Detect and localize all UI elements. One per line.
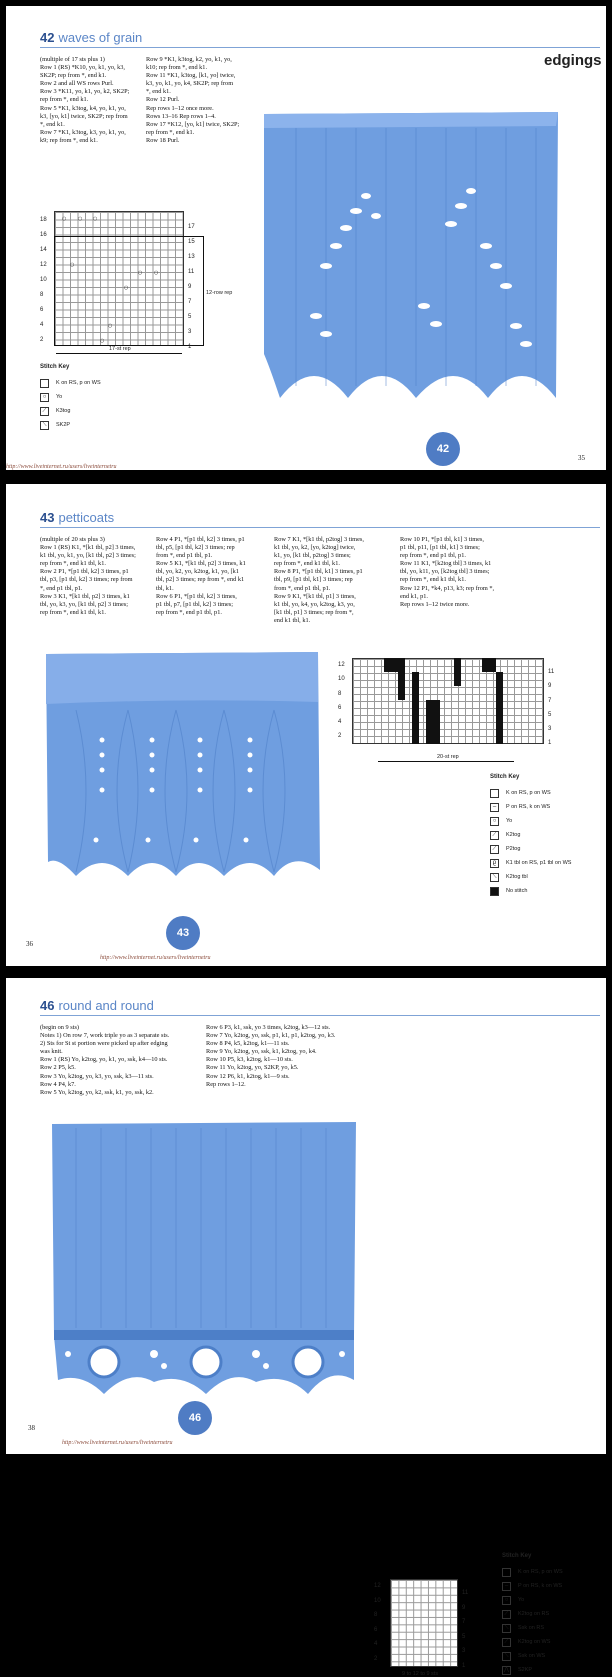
knitted-swatch-image bbox=[36, 650, 326, 940]
p2tog-symbol: ⟋ bbox=[490, 845, 499, 854]
yo-mark: ○ bbox=[100, 338, 105, 344]
pattern-badge: 46 bbox=[178, 1401, 212, 1435]
chart-left-row-numbers: 12 10 8 6 4 2 bbox=[338, 662, 345, 740]
knitting-chart bbox=[352, 658, 544, 744]
instructions-col4: Row 10 P1, *[p1 tbl, k1] 3 times, p1 tbl, p11, [p1 tbl, k1] 3 times; rep from *, end p1 tbl, p1. Row 11 K1, *[k2tog tbl] 3 times, k1 tbl, yo, k11, yo, [k2tog tbl] 3 times; rep from *, end k1 tbl, k1. Row 12 P1, *k4, p13, k3; rep from *, end k1, p1. Rep rows 1–12 twice more. bbox=[400, 536, 495, 608]
stitch-repeat-bracket bbox=[56, 353, 182, 354]
ssk-rs-symbol: ⟍ bbox=[502, 1624, 511, 1633]
pattern-badge: 42 bbox=[426, 432, 460, 466]
stitch-repeat-label: 17-st rep bbox=[106, 346, 134, 352]
stitch-key: Stitch Key K on RS, p on WS – P on RS, k on WS ○ Yo ⟋ K2tog on RS ⟍ Ssk on RS ⟋ K2tog on WS ⟍ Ssk on WS ⋀ S2KP bbox=[502, 1553, 563, 1673]
title-rule bbox=[40, 527, 600, 528]
k2tog-tbl-symbol: ⟍ bbox=[490, 873, 499, 882]
k1-tbl-symbol: ϱ bbox=[490, 859, 499, 868]
purl-symbol: – bbox=[490, 803, 499, 812]
no-stitch-block bbox=[398, 658, 405, 700]
chart-left-row-numbers: 12 10 8 6 4 2 bbox=[374, 1583, 381, 1662]
stitch-key: Stitch Key K on RS, p on WS – P on RS, k on WS ○ Yo ⟋ K2tog ⟋ P2tog ϱ K1 tbl on RS, p1 tbl on WS ⟍ K2tog tbl No stitch bbox=[490, 774, 572, 894]
k2tog-rs-symbol: ⟋ bbox=[502, 1610, 511, 1619]
no-stitch-block bbox=[482, 658, 496, 672]
chart-right-row-numbers: 17 15 13 11 9 7 5 3 1 bbox=[188, 224, 195, 350]
title-rule bbox=[40, 1015, 600, 1016]
no-stitch-block bbox=[412, 672, 419, 744]
stitch-repeat-label: 9 to 12 to 9 sts bbox=[402, 1671, 439, 1677]
pattern-badge: 43 bbox=[166, 916, 200, 950]
stitch-repeat-label: 20-st rep bbox=[434, 754, 462, 760]
no-stitch-symbol bbox=[490, 887, 499, 896]
knitted-swatch-image bbox=[46, 1118, 362, 1430]
yo-symbol: ○ bbox=[490, 817, 499, 826]
page-number: 36 bbox=[26, 940, 33, 948]
yo-symbol: ○ bbox=[40, 393, 49, 402]
repeat-box bbox=[54, 236, 204, 346]
yo-mark: ○ bbox=[93, 216, 98, 222]
yo-mark: ○ bbox=[78, 216, 83, 222]
source-url[interactable]: http://www.liveinternet.ru/users/liveinternetru bbox=[100, 955, 211, 961]
yo-mark: ○ bbox=[62, 216, 67, 222]
instructions-col2: Row 6 P3, k1, ssk, yo 3 times, k2tog, k3—12 sts. Row 7 Yo, k2tog, yo, ssk, p1, k1, p1, k2tog, yo, k3. Row 8 P4, k5, k2tog, k1—11 sts. Row 9 Yo, k2tog, yo, ssk, k1, k2tog, yo, k4. Row 10 P5, k3, k2tog, k1—10 sts. Row 11 Yo, k2tog, yo, S2KP, yo, k5. Row 12 P6, k1, k2tog, k1—9 sts. Rep rows 1–12. bbox=[206, 1024, 336, 1088]
stitch-key: Stitch Key K on RS, p on WS ○ Yo ⟋ K3tog ⟍ SK2P bbox=[40, 364, 101, 428]
knit-symbol bbox=[490, 789, 499, 798]
page-waves-of-grain bbox=[6, 6, 606, 470]
chart-right-row-numbers: 11 9 7 5 3 1 bbox=[548, 669, 555, 747]
yo-mark: ○ bbox=[138, 270, 143, 276]
instructions-col3: Row 7 K1, *[k1 tbl, p2tog] 3 times, k1 tbl, yo, k2, [yo, k2tog] twice, k1, yo, [k1 tbl, p2tog] 3 times; rep from *, end k1 tbl, k1. Row 8 P1, *[p1 tbl, k1] 3 times, p1 tbl, p9, [p1 tbl, k1] 3 times; rep from *, end p1 tbl, p1. Row 9 K1, *[k1 tbl, p1] 3 times, k1 tbl, yo, k4, yo, k2tog, k3, yo, [k1 tbl, p1] 3 times; rep from *, end k1 tbl, k1. bbox=[274, 536, 364, 624]
knitting-chart bbox=[390, 1579, 458, 1667]
yo-mark: ○ bbox=[70, 262, 75, 268]
pattern-title: 46 round and round bbox=[40, 998, 154, 1013]
k2tog-ws-symbol: ⟋ bbox=[502, 1638, 511, 1647]
page-number: 38 bbox=[28, 1424, 35, 1432]
no-stitch-block bbox=[426, 700, 440, 744]
yo-mark: ○ bbox=[108, 323, 113, 329]
k2tog-symbol: ⟋ bbox=[490, 831, 499, 840]
chart-left-row-numbers: 18 16 14 12 10 8 6 4 2 bbox=[40, 217, 47, 343]
instructions-col1: (begin on 9 sts) Notes 1) On row 7, work triple yo as 3 separate sts. 2) Sts for St st portion were picked up after edging was knit. Row 1 (RS) Yo, k2tog, yo, k1, yo, ssk, k4—10 sts. Row 2 P5, k5. Row 3 Yo, k2tog, yo, k3, yo, ssk, k3—11 sts. Row 4 P4, k7. Row 5 Yo, k2tog, yo, k2, ssk, k1, yo, ssk, k2. bbox=[40, 1024, 170, 1096]
instructions-col2: Row 9 *K1, k3tog, k2, yo, k1, yo, k10; rep from *, end k1. Row 11 *K1, k3tog, [k1, yo] twice, k3, yo, k1, yo, k4, SK2P; rep from *, end k1. Row 12 Purl. Rep rows 1–12 once more. Rows 13–16 Rep rows 1–4. Row 17 *K12, [yo, k1] twice, SK2P; rep from *, end k1. Row 18 Purl. bbox=[146, 56, 240, 144]
yo-mark: ○ bbox=[154, 270, 159, 276]
chart-right-row-numbers: 11 9 7 5 3 1 bbox=[462, 1590, 469, 1669]
page-number: 35 bbox=[578, 454, 585, 462]
page-round-and-round bbox=[6, 978, 606, 1677]
title-rule bbox=[40, 47, 600, 48]
page-petticoats bbox=[6, 484, 606, 966]
ssk-ws-symbol: ⟍ bbox=[502, 1652, 511, 1661]
purl-symbol: – bbox=[502, 1582, 511, 1591]
instructions-col1: (multiple of 20 sts plus 3) Row 1 (RS) K1, *[k1 tbl, p2] 3 times, k1 tbl, yo, k1, yo, [k1 tbl, p2] 3 times; rep from *, end k1 tbl, k1. Row 2 P1, *[p1 tbl, k2] 3 times, p1 tbl, p3, [p1 tbl, k2] 3 times; rep from *, end p1 tbl, p1. Row 3 K1, *[k1 tbl, p2] 3 times, k1 tbl, yo, k3, yo, [k1 tbl, p2] 3 times; rep from *, end k1 tbl, k1. bbox=[40, 536, 136, 616]
pattern-title: 42 waves of grain bbox=[40, 30, 143, 45]
knitted-swatch-image bbox=[256, 106, 566, 416]
stitch-repeat-bracket bbox=[378, 761, 514, 762]
source-url[interactable]: http://www.liveinternet.ru/users/liveinternetru bbox=[62, 1440, 173, 1446]
no-stitch-block bbox=[454, 658, 461, 686]
no-stitch-block bbox=[496, 672, 503, 744]
instructions-col1: (multiple of 17 sts plus 1) Row 1 (RS) *K10, yo, k1, yo, k3, SK2P; rep from *, end k1. Row 2 and all WS rows Purl. Row 3 *K11, yo, k1, yo, k2, SK2P; rep from *, end k1. Row 5 *K1, k3tog, k4, yo, k1, yo, k3, [yo, k1] twice, SK2P; rep from *, end k1. Row 7 *K1, k3tog, k3, yo, k1, yo, k9; rep from *, end k1. bbox=[40, 56, 130, 144]
sk2p-symbol: ⟍ bbox=[40, 421, 49, 430]
pattern-title: 43 petticoats bbox=[40, 510, 115, 525]
row-repeat-label: 12-row rep bbox=[206, 290, 233, 296]
section-label: edgings bbox=[544, 52, 602, 69]
knit-symbol bbox=[40, 379, 49, 388]
instructions-col2: Row 4 P1, *[p1 tbl, k2] 3 times, p1 tbl, p5, [p1 tbl, k2] 3 times; rep from *, end p1 tbl, p1. Row 5 K1, *[k1 tbl, p2] 3 times, k1 tbl, yo, k2, yo, k2tog, k1, yo, [k1 tbl, p2] 3 times; rep from *, end k1 tbl, k1. Row 6 P1, *[p1 tbl, k2] 3 times, p1 tbl, p7, [p1 tbl, k2] 3 times; rep from *, end p1 tbl, p1. bbox=[156, 536, 246, 616]
s2kp-symbol: ⋀ bbox=[502, 1666, 511, 1675]
no-stitch-block bbox=[384, 658, 398, 672]
source-url[interactable]: http://www.liveinternet.ru/users/liveinternetru bbox=[6, 464, 117, 470]
knit-symbol bbox=[502, 1568, 511, 1577]
yo-mark: ○ bbox=[124, 285, 129, 291]
yo-symbol: ○ bbox=[502, 1596, 511, 1605]
k3tog-symbol: ⟋ bbox=[40, 407, 49, 416]
